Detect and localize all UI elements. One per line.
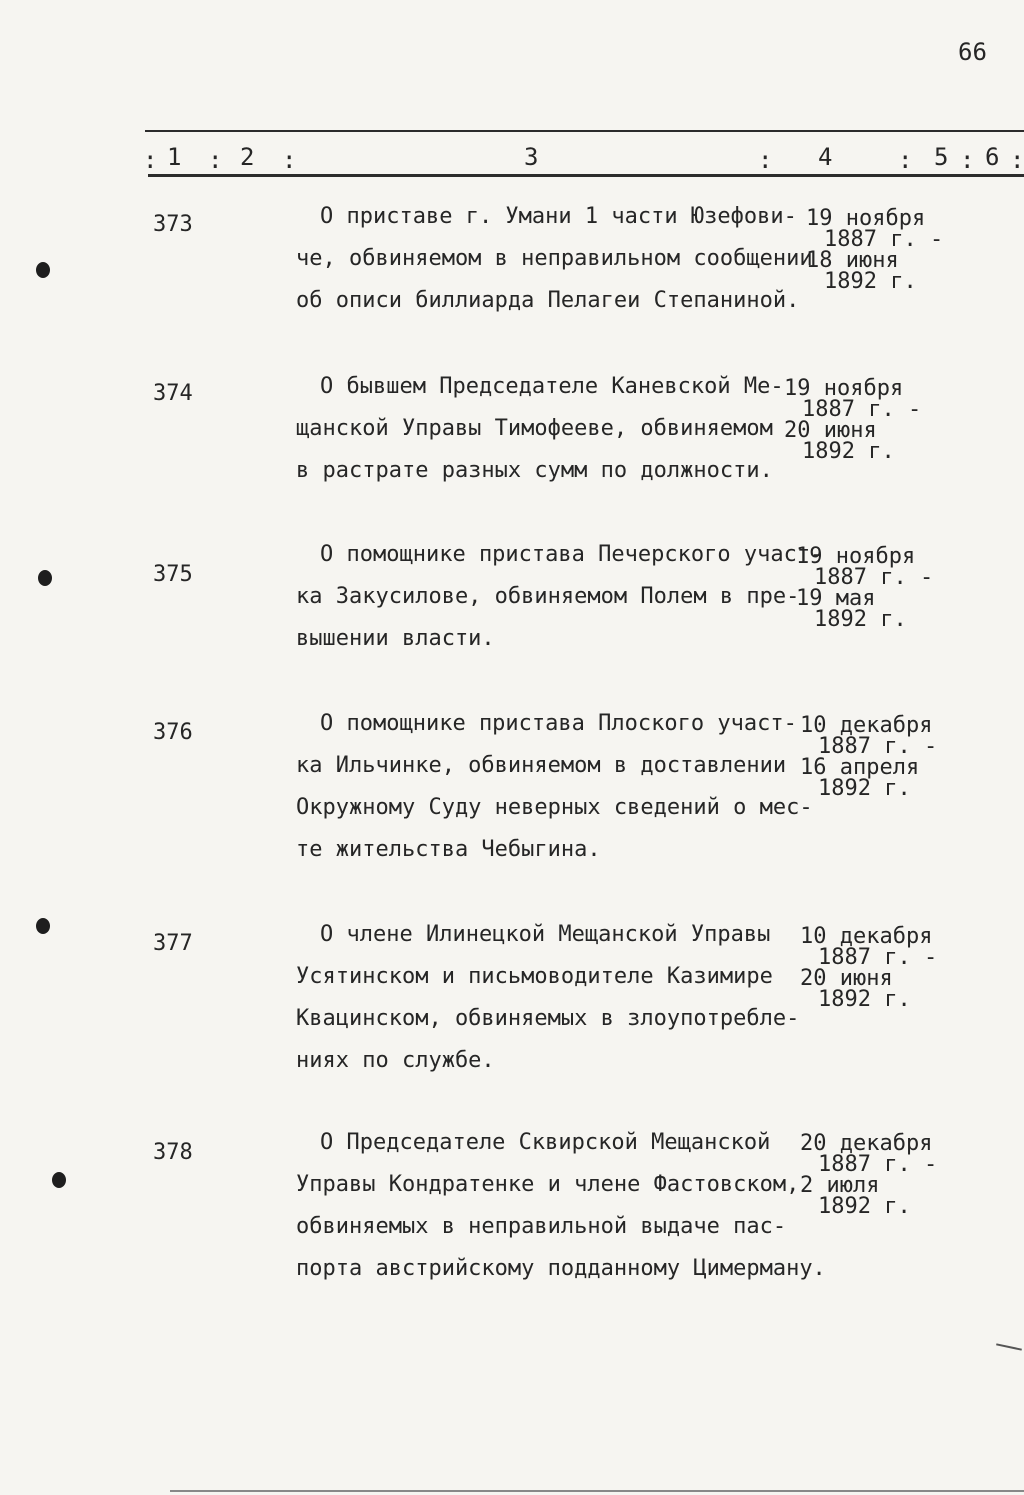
description-line: О бывшем Председателе Каневской Ме- xyxy=(320,374,784,399)
description-line: об описи биллиарда Пелагеи Степаниной. xyxy=(296,288,800,313)
description-line: че, обвиняемом в неправильном сообщении xyxy=(296,246,813,271)
entry-dates xyxy=(800,1133,937,1217)
description-line: О приставе г. Умани 1 части Юзефови- xyxy=(320,204,797,229)
bottom-edge-rule xyxy=(170,1490,1024,1492)
description-line: Управы Кондратенке и члене Фастовском, xyxy=(296,1172,800,1197)
year-to: 1892 г. xyxy=(818,1194,911,1219)
date-from: 19 ноября xyxy=(796,544,916,569)
binding-hole-icon xyxy=(52,1172,66,1188)
date-from: 19 ноября xyxy=(784,376,904,401)
entry-dates xyxy=(806,208,943,292)
year-to: 1892 г. xyxy=(824,269,917,294)
date-to: 19 мая xyxy=(796,586,876,611)
entry-number: 374 xyxy=(153,381,193,406)
column-separator: : xyxy=(1010,146,1024,174)
date-to: 20 июня xyxy=(800,966,893,991)
margin-mark xyxy=(996,1343,1022,1350)
year-from: 1887 г. - xyxy=(814,565,934,590)
year-to: 1892 г. xyxy=(818,776,911,801)
year-from: 1887 г. - xyxy=(802,397,922,422)
date-to: 20 июня xyxy=(784,418,877,443)
date-to: 18 июня xyxy=(806,248,899,273)
table-top-rule xyxy=(145,130,1024,132)
year-from: 1887 г. - xyxy=(818,734,938,759)
entry-number: 378 xyxy=(153,1140,193,1165)
description-line: О Председателе Сквирской Мещанской xyxy=(320,1130,771,1155)
description-line: О члене Илинецкой Мещанской Управы xyxy=(320,922,771,947)
column-separator: : xyxy=(758,146,773,174)
binding-hole-icon xyxy=(36,918,50,934)
entry-number: 375 xyxy=(153,562,193,587)
description-line: щанской Управы Тимофееве, обвиняемом xyxy=(296,416,773,441)
binding-hole-icon xyxy=(36,262,50,278)
header-col-3: 3 xyxy=(524,143,539,171)
entry-dates xyxy=(784,378,921,462)
entry-description xyxy=(296,1122,826,1290)
entry-dates xyxy=(796,546,933,630)
description-line: в растрате разных сумм по должности. xyxy=(296,458,773,483)
column-separator: : xyxy=(960,146,975,174)
description-line: О помощнике пристава Плоского участ- xyxy=(320,711,797,736)
description-line: Квацинском, обвиняемых в злоупотребле- xyxy=(296,1006,800,1031)
description-line: Усятинском и письмоводителе Казимире xyxy=(296,964,773,989)
date-from: 19 ноября xyxy=(806,206,926,231)
description-line: обвиняемых в неправильной выдаче пас- xyxy=(296,1214,787,1239)
description-line: ниях по службе. xyxy=(296,1048,495,1073)
date-to: 2 июля xyxy=(800,1173,880,1198)
description-line: О помощнике пристава Печерского участ- xyxy=(320,542,824,567)
year-from: 1887 г. - xyxy=(818,945,938,970)
column-separator: : xyxy=(143,146,158,174)
page-number: 66 xyxy=(958,38,987,66)
column-separator: : xyxy=(898,146,913,174)
year-from: 1887 г. - xyxy=(824,227,944,252)
header-col-2: 2 xyxy=(240,143,255,171)
header-col-5: 5 xyxy=(934,143,949,171)
entry-number: 377 xyxy=(153,931,193,956)
date-from: 10 декабря xyxy=(800,924,933,949)
column-separator: : xyxy=(208,146,223,174)
year-to: 1892 г. xyxy=(814,607,907,632)
entry-description xyxy=(296,703,816,871)
description-line: ка Ильчинке, обвиняемом в доставлении xyxy=(296,753,787,778)
entry-description xyxy=(296,914,816,1082)
entry-description xyxy=(296,366,816,492)
header-col-4: 4 xyxy=(818,143,833,171)
entry-description xyxy=(296,196,816,322)
entry-number: 376 xyxy=(153,720,193,745)
year-to: 1892 г. xyxy=(802,439,895,464)
entry-description xyxy=(296,534,824,660)
date-from: 10 декабря xyxy=(800,713,933,738)
column-separator: : xyxy=(282,146,297,174)
date-from: 20 декабря xyxy=(800,1131,933,1156)
entry-number: 373 xyxy=(153,212,193,237)
description-line: ка Закусилове, обвиняемом Полем в пре- xyxy=(296,584,800,609)
year-from: 1887 г. - xyxy=(818,1152,938,1177)
entry-dates xyxy=(800,926,937,1010)
binding-hole-icon xyxy=(38,570,52,586)
description-line: порта австрийскому подданному Цимерману. xyxy=(296,1256,826,1281)
table-header-rule xyxy=(148,174,1024,177)
description-line: вышении власти. xyxy=(296,626,495,651)
description-line: Окружному Суду неверных сведений о мес- xyxy=(296,795,813,820)
header-col-1: 1 xyxy=(167,143,182,171)
year-to: 1892 г. xyxy=(818,987,911,1012)
entry-dates xyxy=(800,715,937,799)
date-to: 16 апреля xyxy=(800,755,920,780)
header-col-6: 6 xyxy=(985,143,1000,171)
description-line: те жительства Чебыгина. xyxy=(296,837,601,862)
